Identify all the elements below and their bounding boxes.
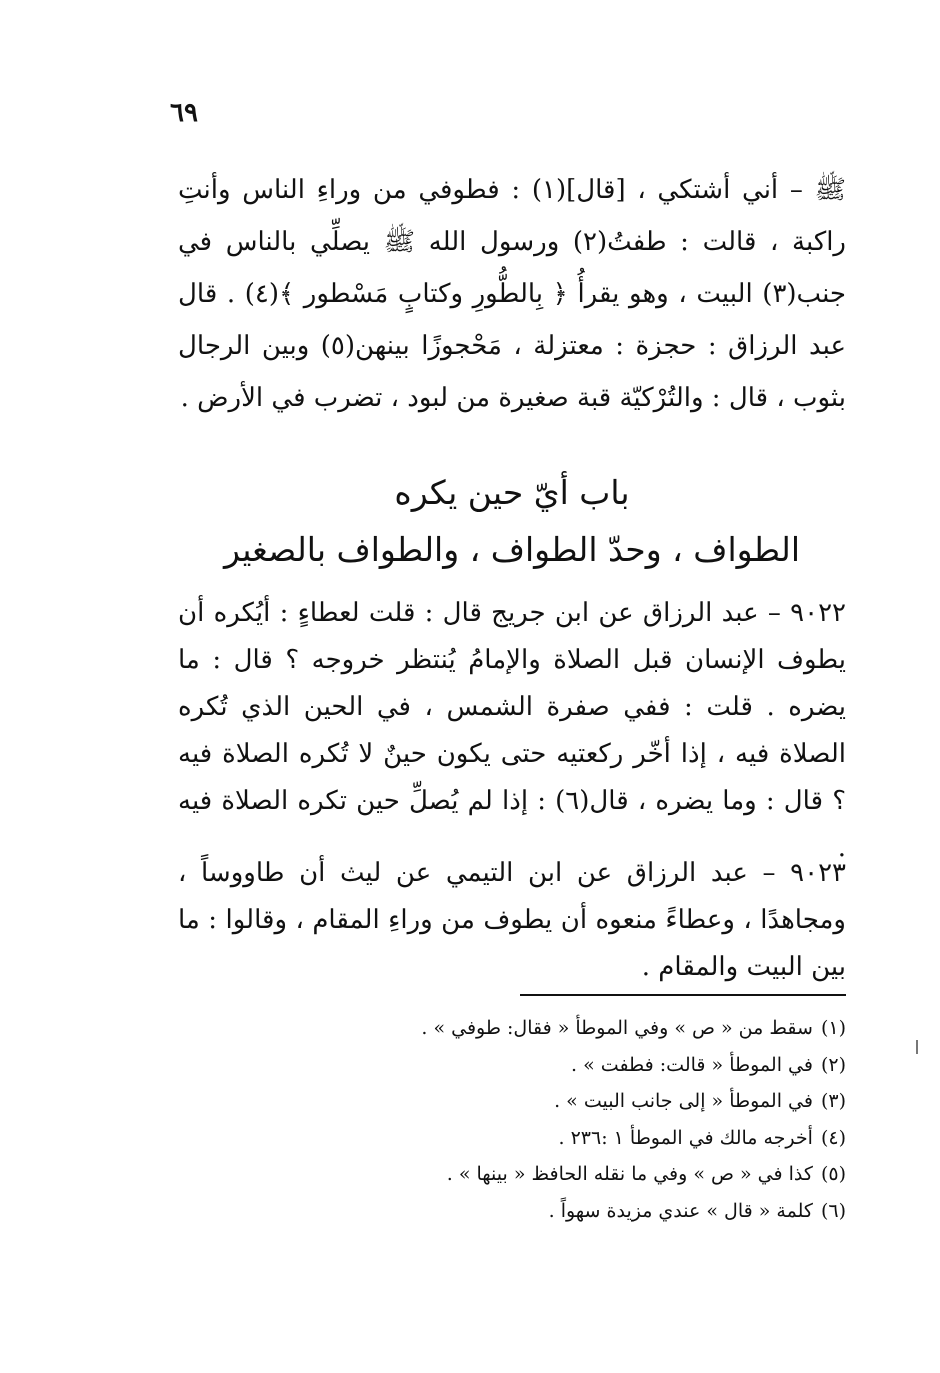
footnote-divider bbox=[520, 994, 846, 996]
footnote-item bbox=[300, 1156, 846, 1193]
hadith-paragraph bbox=[178, 590, 846, 872]
footnote-item bbox=[300, 1193, 846, 1230]
footnote-number: (٦) bbox=[820, 1199, 846, 1222]
footnote-text: كلمة « قال » عندي مزيدة سهواً . bbox=[548, 1199, 813, 1222]
hadith-number: ٩٠٢٢ bbox=[790, 598, 847, 628]
footnote-text: في الموطأ « قالت: فطفت » . bbox=[571, 1053, 813, 1076]
hadith-paragraph bbox=[178, 850, 846, 991]
margin-mark bbox=[916, 1040, 918, 1054]
footnote-number: (٣) bbox=[820, 1090, 846, 1112]
chapter-title-line-2: الطواف ، وحدّ الطواف ، والطواف بالصغير bbox=[224, 530, 800, 569]
chapter-title-line-1: باب أيّ حين يكره bbox=[394, 473, 630, 512]
footnote-number: (٢) bbox=[820, 1053, 846, 1076]
footnote-text: في الموطأ « إلى جانب البيت » . bbox=[554, 1090, 813, 1112]
page-number: ٦٩ bbox=[170, 98, 198, 128]
footnotes-list bbox=[300, 1010, 846, 1229]
footnote-number: (٤) bbox=[820, 1126, 846, 1149]
hadith-text: – عبد الرزاق عن ابن جريج قال : قلت لعطاءٍ : أيُكره أن يطوف الإنسان قبل الصلاة والإمامُ يُنتظر خروجه ؟ قال : ما يضره . قلت : ففي صفرة الشمس ، في الحين الذي تُكره الصلاة فيه ، إذا أخّر ركعتيه حتى يكون حينٌ لا تُكره الصلاة فيه ؟ قال : وما يضره ، قال(٦) : إذا لم يُصلِّ حين تكره الصلاة فيه . bbox=[178, 598, 847, 863]
footnote-text: سقط من « ص » وفي الموطأ « فقال: طوفي » . bbox=[421, 1017, 813, 1039]
opening-paragraph: ﷺ – أني أشتكي ، [قال](١) : فطوفي من وراءِ الناس وأنتِ راكبة ، قالت : طفتُ(٢) ورسول الله ﷺ يصلِّي بالناس في جنب(٣) البيت ، وهو يقرأُ ﴿ بِالطُّورِ وكتابٍ مَسْطور ﴾(٤) . قال عبد الرزاق : حجزة : معتزلة ، مَحْجوزًا بينهن(٥) وبين الرجال بثوب ، قال : والتُرْكيّة قبة صغيرة من لبود ، تضرب في الأرض . bbox=[178, 175, 846, 413]
hadith-text: – عبد الرزاق عن ابن التيمي عن ليث أن طاووساً ، ومجاهدًا ، وعطاءً منعوه أن يطوف من وراءِ المقام ، وقالوا : ما بين البيت والمقام . bbox=[178, 858, 846, 982]
hadith-number: ٩٠٢٣ bbox=[790, 858, 846, 888]
footnote-text: أخرجه مالك في الموطأ ١ :٢٣٦ . bbox=[558, 1126, 813, 1149]
footnote-number: (١) bbox=[820, 1017, 846, 1039]
footnote-number: (٥) bbox=[820, 1163, 846, 1185]
footnote-text: كذا في « ص » وفي ما نقله الحافظ « بينها » . bbox=[446, 1163, 813, 1185]
footnote-item bbox=[300, 1010, 846, 1047]
footnote-item bbox=[300, 1083, 846, 1120]
footnote-item bbox=[300, 1120, 846, 1157]
footnote-item bbox=[300, 1047, 846, 1084]
